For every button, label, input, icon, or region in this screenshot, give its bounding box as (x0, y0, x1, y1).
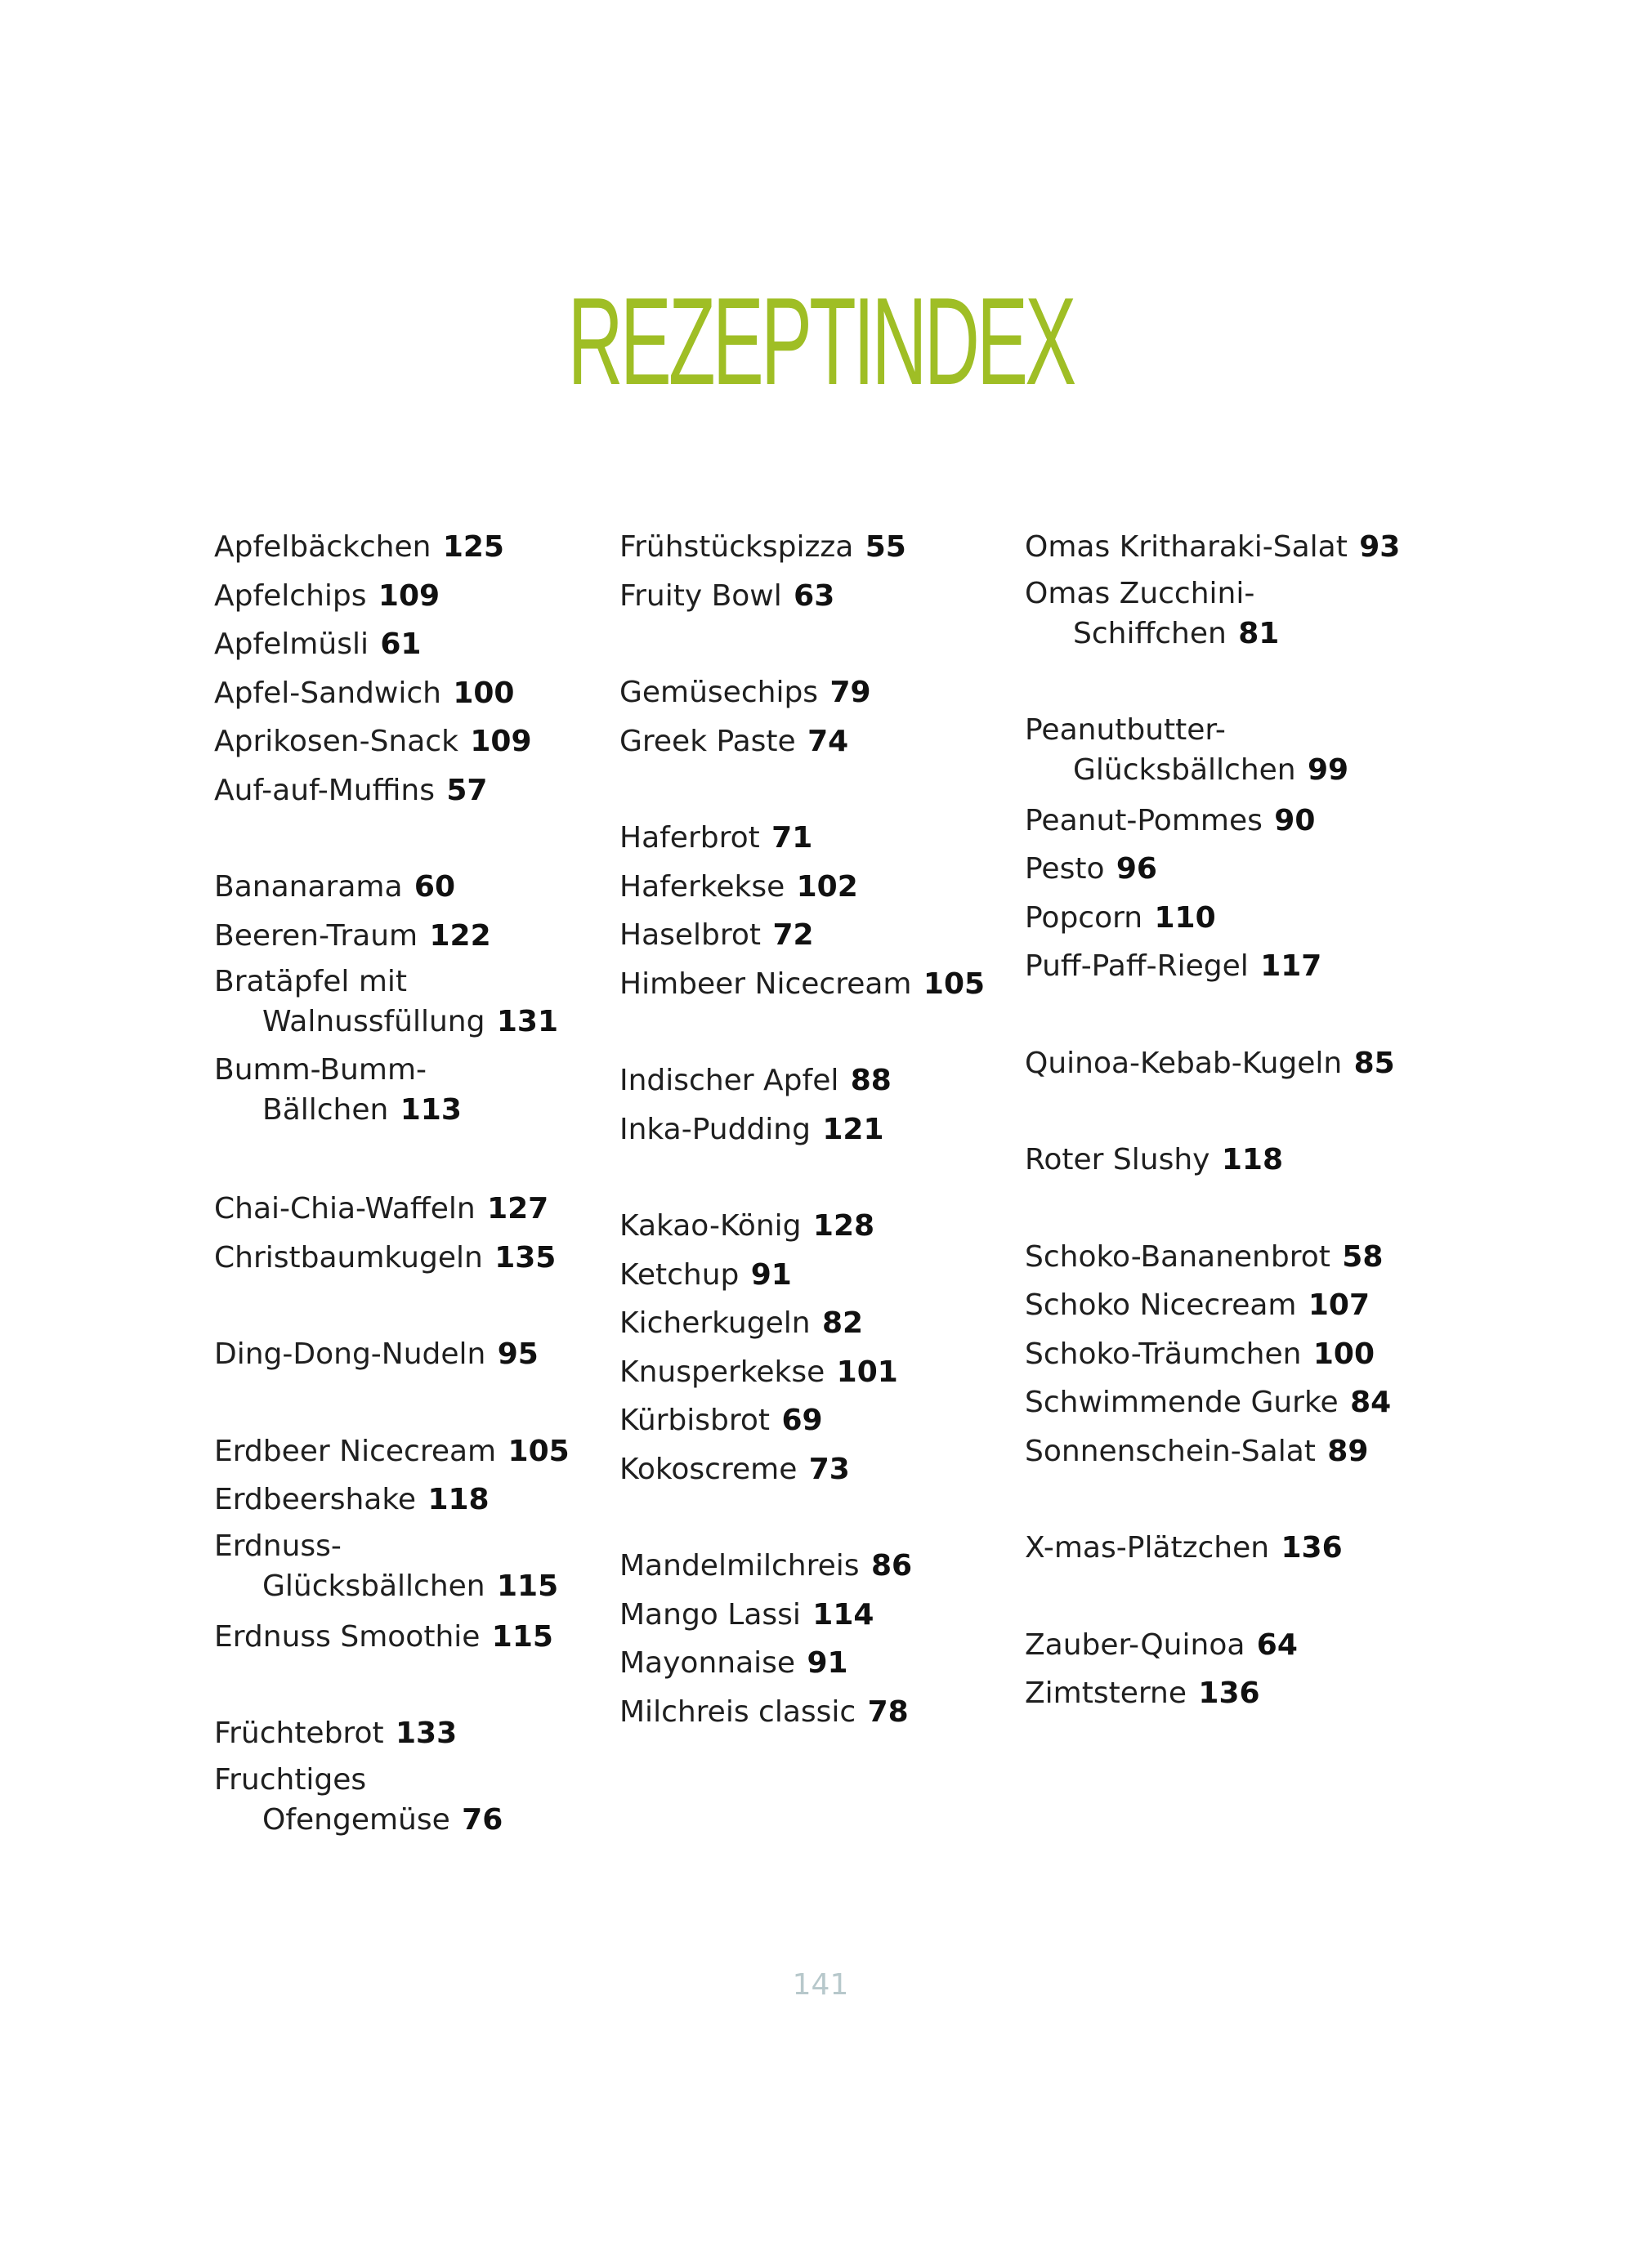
index-entry (619, 1591, 1012, 1640)
index-entry (214, 766, 606, 815)
recipe-name: Greek Paste (619, 724, 796, 758)
recipe-page-number: 110 (1154, 900, 1216, 935)
index-letter-group (1025, 523, 1417, 660)
recipe-name-continuation (1025, 748, 1417, 792)
recipe-name: Kokoscreme (619, 1452, 798, 1486)
index-entry (214, 669, 606, 718)
recipe-name: Apfelchips (214, 578, 367, 613)
recipe-name: Fruity Bowl (619, 578, 782, 613)
index-letter-group (619, 1056, 1012, 1154)
recipe-name: Ketchup (619, 1257, 740, 1292)
recipe-page-number: 100 (1312, 1337, 1375, 1371)
index-letter-group (619, 1202, 1012, 1493)
index-letter-group (1025, 1136, 1417, 1185)
index-entry (214, 717, 606, 766)
recipe-name: Apfelbäckchen (214, 530, 431, 564)
recipe-page-number: 55 (865, 530, 906, 564)
recipe-name: Erdnuss- (214, 1529, 342, 1563)
recipe-page-number: 101 (836, 1355, 898, 1389)
recipe-page-number: 125 (442, 530, 504, 564)
recipe-page-number: 113 (400, 1093, 462, 1127)
index-letter-group (619, 523, 1012, 620)
index-entry (214, 1476, 606, 1525)
recipe-page-number: 85 (1353, 1046, 1395, 1080)
recipe-name: Omas Kritharaki-Salat (1025, 530, 1348, 564)
recipe-name: Inka-Pudding (619, 1112, 811, 1146)
recipe-name: Puff-Paff-Riegel (1025, 949, 1249, 983)
recipe-name: Pesto (1025, 852, 1105, 886)
index-entry (214, 1758, 606, 1846)
index-entry (1025, 1524, 1417, 1573)
recipe-page-number: 102 (796, 869, 858, 904)
recipe-page-number: 91 (807, 1646, 848, 1680)
index-entry (619, 668, 1012, 717)
recipe-name-continued: Glücksbällchen (1073, 752, 1296, 787)
index-column-3 (1025, 523, 1417, 1766)
recipe-name: Milchreis classic (619, 1694, 856, 1729)
index-entry (214, 572, 606, 621)
index-entry (1025, 1330, 1417, 1379)
recipe-page-number: 84 (1350, 1386, 1392, 1419)
recipe-name-continuation (214, 1565, 606, 1609)
recipe-page-number: 60 (414, 870, 456, 904)
recipe-page-number: 74 (807, 724, 849, 758)
recipe-name-continuation (1025, 612, 1417, 656)
index-entry (214, 1048, 606, 1136)
recipe-page-number: 118 (427, 1483, 490, 1516)
index-entry (619, 1542, 1012, 1591)
recipe-name: Bananarama (214, 870, 403, 904)
recipe-name: Zimtsterne (1025, 1676, 1187, 1710)
recipe-page-number: 136 (1281, 1531, 1343, 1565)
recipe-page-number: 58 (1342, 1239, 1384, 1274)
index-entry (214, 1427, 606, 1476)
recipe-name: Schoko Nicecream (1025, 1288, 1297, 1322)
index-letter-group (619, 814, 1012, 1008)
recipe-name: Haselbrot (619, 918, 762, 952)
index-entry (619, 523, 1012, 572)
recipe-name: Christbaumkugeln (214, 1240, 483, 1275)
index-column-2 (619, 523, 1012, 1784)
page-number: 141 (792, 1968, 849, 2002)
recipe-name-continued: Walnussfüllung (262, 1005, 485, 1038)
recipe-name: Peanutbutter- (1025, 712, 1226, 747)
recipe-name-continuation (214, 1000, 606, 1044)
index-entry (214, 523, 606, 572)
recipe-page-number: 96 (1116, 852, 1157, 886)
index-entry (214, 960, 606, 1048)
recipe-page-number: 114 (812, 1597, 874, 1632)
recipe-page-number: 115 (491, 1619, 553, 1654)
recipe-page-number: 89 (1327, 1434, 1369, 1468)
recipe-name: X-mas-Plätzchen (1025, 1531, 1270, 1565)
recipe-name: Schwimmende Gurke (1025, 1386, 1339, 1419)
recipe-page-number: 90 (1274, 803, 1316, 837)
recipe-name: Schoko-Bananenbrot (1025, 1239, 1330, 1274)
recipe-name: Zauber-Quinoa (1025, 1627, 1245, 1662)
recipe-page-number: 93 (1359, 530, 1401, 564)
recipe-name: Popcorn (1025, 900, 1143, 935)
recipe-page-number: 82 (821, 1306, 864, 1340)
recipe-name: Erdbeershake (214, 1483, 417, 1516)
recipe-page-number: 131 (496, 1005, 559, 1038)
recipe-name: Sonnenschein-Salat (1025, 1434, 1316, 1468)
recipe-name: Quinoa-Kebab-Kugeln (1025, 1046, 1343, 1080)
recipe-name: Apfel-Sandwich (214, 676, 441, 710)
index-entry (619, 863, 1012, 912)
index-entry (1025, 572, 1417, 660)
recipe-name: Roter Slushy (1025, 1143, 1210, 1176)
recipe-name: Kürbisbrot (619, 1404, 771, 1437)
recipe-name-continuation (214, 1798, 606, 1842)
recipe-name: Himbeer Nicecream (619, 967, 912, 1001)
recipe-page-number: 109 (470, 725, 532, 758)
index-entry (1025, 894, 1417, 943)
recipe-name: Peanut-Pommes (1025, 803, 1263, 837)
recipe-page-number: 78 (867, 1694, 909, 1729)
recipe-name: Knusperkekse (619, 1355, 825, 1389)
recipe-name: Frühstückspizza (619, 530, 854, 564)
index-entry (1025, 797, 1417, 846)
recipe-name: Fruchtiges (214, 1762, 367, 1797)
recipe-page-number: 69 (781, 1404, 823, 1437)
index-entry (1025, 708, 1417, 797)
recipe-page-number: 91 (750, 1257, 792, 1292)
recipe-page-number: 88 (850, 1064, 892, 1097)
recipe-page-number: 121 (822, 1112, 884, 1146)
recipe-page-number: 118 (1221, 1143, 1284, 1176)
recipe-page-number: 100 (453, 676, 515, 710)
index-entry (1025, 1039, 1417, 1088)
index-entry (1025, 1378, 1417, 1427)
recipe-name-continuation (214, 1088, 606, 1132)
recipe-name-continued: Glücksbällchen (262, 1569, 485, 1603)
index-letter-group (214, 1330, 606, 1379)
index-entry (619, 1056, 1012, 1105)
index-entry (1025, 1669, 1417, 1718)
recipe-page-number: 117 (1260, 949, 1322, 983)
recipe-page-number: 128 (812, 1209, 875, 1243)
recipe-page-number: 109 (378, 578, 440, 613)
index-entry (1025, 942, 1417, 991)
recipe-name: Omas Zucchini- (1025, 576, 1255, 610)
index-entry (619, 1202, 1012, 1251)
recipe-page-number: 81 (1238, 616, 1280, 650)
recipe-name: Mango Lassi (619, 1597, 801, 1632)
recipe-name: Ding-Dong-Nudeln (214, 1337, 486, 1371)
index-letter-group (214, 1185, 606, 1282)
index-entry (1025, 1136, 1417, 1185)
recipe-name: Erdbeer Nicecream (214, 1434, 497, 1468)
index-letter-group (1025, 1621, 1417, 1718)
recipe-page-number: 135 (494, 1240, 557, 1275)
recipe-page-number: 57 (446, 773, 488, 807)
recipe-name: Kakao-König (619, 1209, 802, 1243)
recipe-page-number: 63 (794, 578, 835, 613)
recipe-name-continued: Bällchen (262, 1093, 389, 1127)
index-entry (1025, 1281, 1417, 1330)
recipe-name: Auf-auf-Muffins (214, 773, 435, 807)
index-entry (619, 717, 1012, 766)
page-title: REZEPTINDEX (567, 272, 1074, 411)
index-entry (1025, 1427, 1417, 1476)
index-entry (619, 911, 1012, 960)
recipe-page-number: 71 (771, 821, 813, 855)
index-entry (619, 1299, 1012, 1348)
recipe-name: Früchtebrot (214, 1717, 384, 1750)
recipe-page-number: 105 (923, 967, 986, 1001)
index-entry (619, 1445, 1012, 1494)
recipe-name: Bumm-Bumm- (214, 1053, 427, 1087)
index-entry (1025, 845, 1417, 894)
index-entry (214, 620, 606, 669)
recipe-page-number: 105 (508, 1434, 570, 1468)
index-entry (1025, 1621, 1417, 1670)
index-entry (214, 1185, 606, 1234)
index-entry (214, 912, 606, 961)
index-entry (1025, 523, 1417, 572)
index-letter-group (1025, 1524, 1417, 1573)
index-column-1 (214, 523, 606, 1895)
index-letter-group (1025, 1233, 1417, 1476)
recipe-page-number: 107 (1308, 1288, 1370, 1322)
index-entry (214, 863, 606, 912)
recipe-name-continued: Ofengemüse (262, 1802, 450, 1837)
index-entry (619, 572, 1012, 621)
recipe-name-continued: Schiffchen (1073, 616, 1227, 650)
recipe-page-number: 115 (497, 1569, 559, 1603)
recipe-name: Kicherkugeln (619, 1306, 811, 1340)
recipe-name: Mayonnaise (619, 1646, 796, 1680)
recipe-name: Indischer Apfel (619, 1064, 839, 1097)
index-entry (619, 1251, 1012, 1300)
recipe-name: Schoko-Träumchen (1025, 1337, 1302, 1371)
recipe-page-number: 133 (395, 1717, 458, 1750)
index-letter-group (214, 523, 606, 815)
recipe-page-number: 61 (380, 627, 422, 661)
recipe-page-number: 79 (829, 676, 871, 709)
index-letter-group (214, 1427, 606, 1662)
index-letter-group (214, 1709, 606, 1846)
index-entry (214, 1234, 606, 1283)
index-entry (214, 1330, 606, 1379)
recipe-name: Apfelmüsli (214, 627, 369, 661)
recipe-name: Chai-Chia-Waffeln (214, 1192, 476, 1226)
index-letter-group (214, 863, 606, 1136)
recipe-name: Erdnuss Smoothie (214, 1619, 481, 1654)
index-letter-group (1025, 708, 1417, 991)
recipe-page-number: 95 (497, 1337, 539, 1371)
recipe-name: Bratäpfel mit (214, 965, 408, 998)
index-entry (619, 1348, 1012, 1397)
recipe-name: Mandelmilchreis (619, 1549, 860, 1583)
index-entry (214, 1613, 606, 1662)
recipe-page-number: 64 (1256, 1627, 1298, 1662)
index-entry (619, 1396, 1012, 1445)
recipe-page-number: 127 (487, 1192, 549, 1226)
recipe-page-number: 76 (462, 1802, 503, 1837)
recipe-page-number: 122 (429, 918, 491, 953)
index-entry (619, 814, 1012, 863)
index-entry (619, 1688, 1012, 1737)
recipe-name: Aprikosen-Snack (214, 725, 458, 758)
index-entry (214, 1709, 606, 1758)
recipe-page-number: 72 (772, 918, 814, 952)
index-letter-group (619, 1542, 1012, 1736)
recipe-name: Gemüsechips (619, 676, 819, 709)
index-entry (619, 1105, 1012, 1154)
index-letter-group (619, 668, 1012, 766)
recipe-name: Haferkekse (619, 869, 785, 904)
recipe-page-number: 136 (1198, 1676, 1260, 1710)
index-letter-group (1025, 1039, 1417, 1088)
recipe-name: Haferbrot (619, 821, 760, 855)
recipe-page-number: 99 (1308, 752, 1349, 787)
index-entry (214, 1525, 606, 1613)
recipe-name: Beeren-Traum (214, 918, 418, 953)
recipe-page-number: 73 (808, 1452, 850, 1486)
recipe-page-number: 86 (870, 1549, 913, 1583)
index-entry (619, 1639, 1012, 1688)
index-entry (1025, 1233, 1417, 1282)
index-entry (619, 960, 1012, 1009)
